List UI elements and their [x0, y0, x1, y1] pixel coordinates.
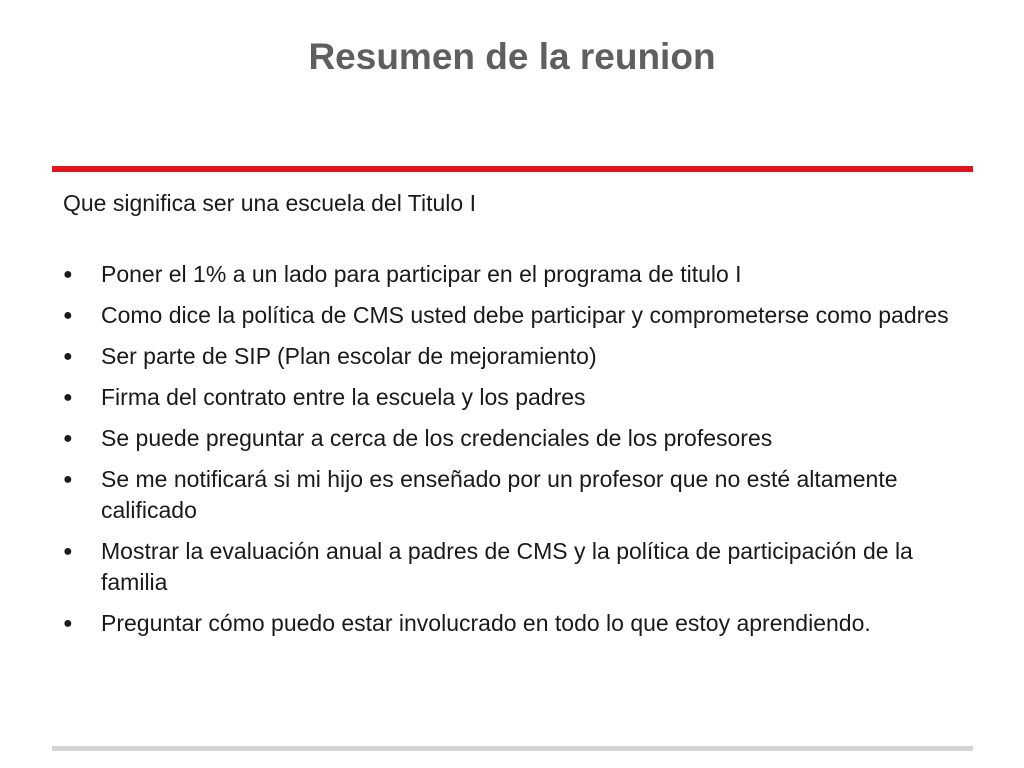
bullet-item — [63, 608, 963, 639]
bullet-text: Mostrar la evaluación anual a padres de CMS y la política de participación de la familia — [101, 538, 913, 595]
bullet-dot-icon: ● — [63, 307, 73, 324]
bullet-item — [63, 464, 963, 526]
slide-subtitle: Que significa ser una escuela del Titulo I — [63, 190, 476, 216]
bullet-list — [63, 259, 963, 649]
bullet-dot-icon: ● — [63, 430, 73, 447]
bullet-item — [63, 423, 963, 454]
bullet-item — [63, 536, 963, 598]
slide-title: Resumen de la reunion — [308, 36, 716, 77]
bullet-dot-icon: ● — [63, 543, 73, 560]
bullet-text: Como dice la política de CMS usted debe participar y comprometerse como padres — [101, 302, 949, 328]
bullet-text: Preguntar cómo puedo estar involucrado en todo lo que estoy aprendiendo. — [101, 610, 871, 636]
bullet-text: Firma del contrato entre la escuela y los padres — [101, 384, 586, 410]
bullet-item — [63, 341, 963, 372]
bullet-item — [63, 382, 963, 413]
bullet-dot-icon: ● — [63, 471, 73, 488]
bullet-dot-icon: ● — [63, 389, 73, 406]
bullet-text: Ser parte de SIP (Plan escolar de mejoramiento) — [101, 343, 597, 369]
bullet-text: Se me notificará si mi hijo es enseñado por un profesor que no esté altamente calificado — [101, 466, 898, 523]
bullet-text: Se puede preguntar a cerca de los credenciales de los profesores — [101, 425, 773, 451]
bullet-dot-icon: ● — [63, 266, 73, 283]
footer-rule — [52, 746, 973, 751]
bullet-dot-icon: ● — [63, 615, 73, 632]
bullet-item — [63, 259, 963, 290]
bullet-item — [63, 300, 963, 331]
title-accent-rule — [52, 166, 973, 172]
bullet-dot-icon: ● — [63, 348, 73, 365]
bullet-text: Poner el 1% a un lado para participar en el programa de titulo I — [101, 261, 742, 287]
